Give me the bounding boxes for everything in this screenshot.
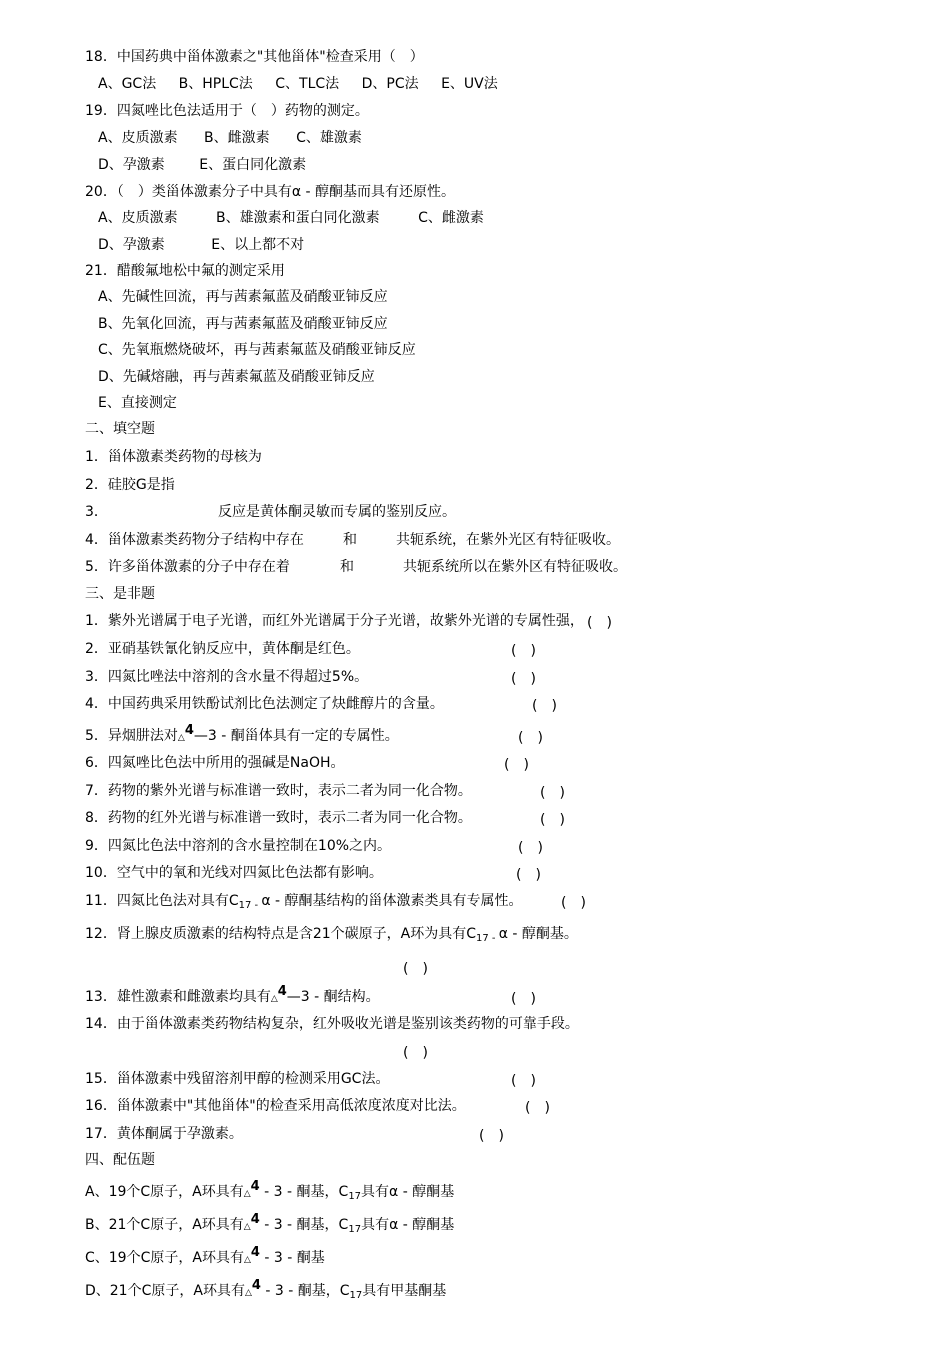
tf-item-13: 13．雄性激素和雌激素均具有△4—3 - 酮结构。 — [85, 984, 380, 1005]
answer-paren: ( ) — [511, 643, 536, 659]
question-21-option-a: A、先碱性回流，再与茜素氟蓝及硝酸亚铈反应 — [98, 289, 388, 305]
option-b: B、雌激素 — [204, 130, 270, 146]
question-20-options-row2 — [98, 236, 304, 254]
fill-item-4: 4．甾体激素类药物分子结构中存在 — [85, 532, 304, 548]
section-heading-matching: 四、配伍题 — [85, 1152, 155, 1168]
option-e: E、以上都不对 — [211, 237, 305, 253]
option-c: C、雌激素 — [418, 210, 484, 226]
delta-symbol: △ — [177, 733, 185, 743]
question-18: 18．中国药典中甾体激素之"其他甾体"检查采用（ ） — [85, 49, 424, 65]
answer-paren: ( ) — [587, 615, 612, 631]
option-c: C、雄激素 — [296, 130, 362, 146]
delta-symbol: △ — [243, 1255, 251, 1265]
match-option-b: B、21个C原子，A环具有△4 - 3 - 酮基，$C_{17}$具有α - 醇酮基 — [85, 1212, 455, 1235]
tf-item-6: 6．四氮唑比色法中所用的强碱是NaOH。 — [85, 755, 345, 771]
tf-item-8: 8．药物的红外光谱与标准谱一致时，表示二者为同一化合物。 — [85, 810, 472, 826]
option-d: D、PC法 — [361, 76, 419, 92]
answer-paren: ( ) — [511, 671, 536, 687]
fill-item-4-tail: 共轭系统，在紫外光区有特征吸收。 — [396, 532, 620, 548]
tf-item-14: 14．由于甾体激素类药物结构复杂，红外吸收光谱是鉴别该类药物的可靠手段。 — [85, 1016, 579, 1032]
question-21-option-b: B、先氧化回流，再与茜素氟蓝及硝酸亚铈反应 — [98, 316, 388, 332]
match-option-a: A、19个C原子，A环具有△4 - 3 - 酮基，$C_{17}$具有α - 醇酮基 — [85, 1179, 455, 1202]
answer-paren: ( ) — [518, 840, 543, 856]
tf-item-11: 11．四氮比色法对具有$C_{17 -}$ α - 醇酮基结构的甾体激素类具有专属性。 — [85, 893, 523, 911]
delta-symbol: △ — [243, 1189, 251, 1199]
option-d: D、孕激素 — [98, 157, 165, 173]
question-21-option-c: C、先氧瓶燃烧破坏，再与茜素氟蓝及硝酸亚铈反应 — [98, 342, 416, 358]
option-e: E、UV法 — [441, 76, 498, 92]
answer-paren: ( ) — [532, 698, 557, 714]
answer-paren: ( ) — [479, 1128, 504, 1144]
section-heading-fill: 二、填空题 — [85, 421, 155, 437]
delta-symbol: △ — [270, 994, 278, 1004]
option-a: A、皮质激素 — [98, 130, 178, 146]
answer-paren: ( ) — [525, 1100, 550, 1116]
tf-item-9: 9．四氮比色法中溶剂的含水量控制在10%之内。 — [85, 838, 392, 854]
tf-item-2: 2．亚硝基铁氰化钠反应中，黄体酮是红色。 — [85, 641, 360, 657]
fill-item-2: 2．硅胶G是指 — [85, 477, 175, 493]
tf-item-16: 16．甾体激素中"其他甾体"的检查采用高低浓度浓度对比法。 — [85, 1098, 466, 1114]
tf-item-10: 10．空气中的氧和光线对四氮比色法都有影响。 — [85, 865, 383, 881]
question-19-options-row2 — [98, 156, 306, 174]
delta-symbol: △ — [244, 1288, 252, 1298]
answer-paren: ( ) — [403, 1045, 428, 1061]
answer-paren: ( ) — [511, 1073, 536, 1089]
fill-item-1: 1．甾体激素类药物的母核为 — [85, 449, 262, 465]
section-heading-true-false: 三、是非题 — [85, 586, 155, 602]
tf-item-4: 4．中国药典采用铁酚试剂比色法测定了炔雌醇片的含量。 — [85, 696, 444, 712]
fill-item-3: 3． — [85, 504, 108, 520]
match-option-c: C、19个C原子，A环具有△4 - 3 - 酮基 — [85, 1245, 325, 1266]
question-19: 19．四氮唑比色法适用于（ ）药物的测定。 — [85, 103, 369, 119]
answer-paren: ( ) — [540, 812, 565, 828]
fill-item-5-and: 和 — [340, 559, 354, 575]
tf-item-1: 1．紫外光谱属于电子光谱，而红外光谱属于分子光谱，故紫外光谱的专属性强， — [85, 613, 584, 629]
answer-paren: ( ) — [518, 730, 543, 746]
option-e: E、蛋白同化激素 — [199, 157, 307, 173]
match-option-d: D、21个C原子，A环具有△4 - 3 - 酮基，$C_{17}$具有甲基酮基 — [85, 1278, 447, 1301]
tf-item-7: 7．药物的紫外光谱与标准谱一致时，表示二者为同一化合物。 — [85, 783, 472, 799]
option-a: A、皮质激素 — [98, 210, 178, 226]
option-a: A、GC法 — [98, 76, 157, 92]
answer-paren: ( ) — [403, 961, 428, 977]
fill-item-4-and: 和 — [343, 532, 357, 548]
answer-paren: ( ) — [511, 991, 536, 1007]
question-21: 21．醋酸氟地松中氟的测定采用 — [85, 263, 285, 279]
question-19-options-row1 — [98, 129, 362, 147]
question-21-option-e: E、直接测定 — [98, 395, 177, 411]
option-c: C、TLC法 — [275, 76, 340, 92]
question-18-options — [98, 75, 498, 93]
tf-item-12: 12．肾上腺皮质激素的结构特点是含21个碳原子，A环为具有$C_{17 -}$ α - 醇酮基。 — [85, 926, 578, 944]
tf-item-17: 17．黄体酮属于孕激素。 — [85, 1126, 243, 1142]
tf-item-3: 3．四氮比唑法中溶剂的含水量不得超过5%。 — [85, 669, 369, 685]
answer-paren: ( ) — [516, 867, 541, 883]
option-d: D、孕激素 — [98, 237, 165, 253]
question-20-options-row1 — [98, 209, 484, 227]
fill-item-5-tail: 共轭系统所以在紫外区有特征吸收。 — [403, 559, 627, 575]
answer-paren: ( ) — [504, 757, 529, 773]
fill-item-3-text: 反应是黄体酮灵敏而专属的鉴别反应。 — [218, 504, 456, 520]
option-b: B、雄激素和蛋白同化激素 — [216, 210, 380, 226]
option-b: B、HPLC法 — [178, 76, 253, 92]
tf-item-5: 5．异烟肼法对△4—3 - 酮甾体具有一定的专属性。 — [85, 723, 399, 744]
tf-item-15: 15．甾体激素中残留溶剂甲醇的检测采用GC法。 — [85, 1071, 390, 1087]
answer-paren: ( ) — [540, 785, 565, 801]
delta-symbol: △ — [243, 1222, 251, 1232]
question-20: 20．（ ）类甾体激素分子中具有α - 醇酮基而具有还原性。 — [85, 184, 456, 200]
answer-paren: ( ) — [561, 895, 586, 911]
question-21-option-d: D、先碱熔融，再与茜素氟蓝及硝酸亚铈反应 — [98, 369, 375, 385]
fill-item-5: 5．许多甾体激素的分子中存在着 — [85, 559, 290, 575]
